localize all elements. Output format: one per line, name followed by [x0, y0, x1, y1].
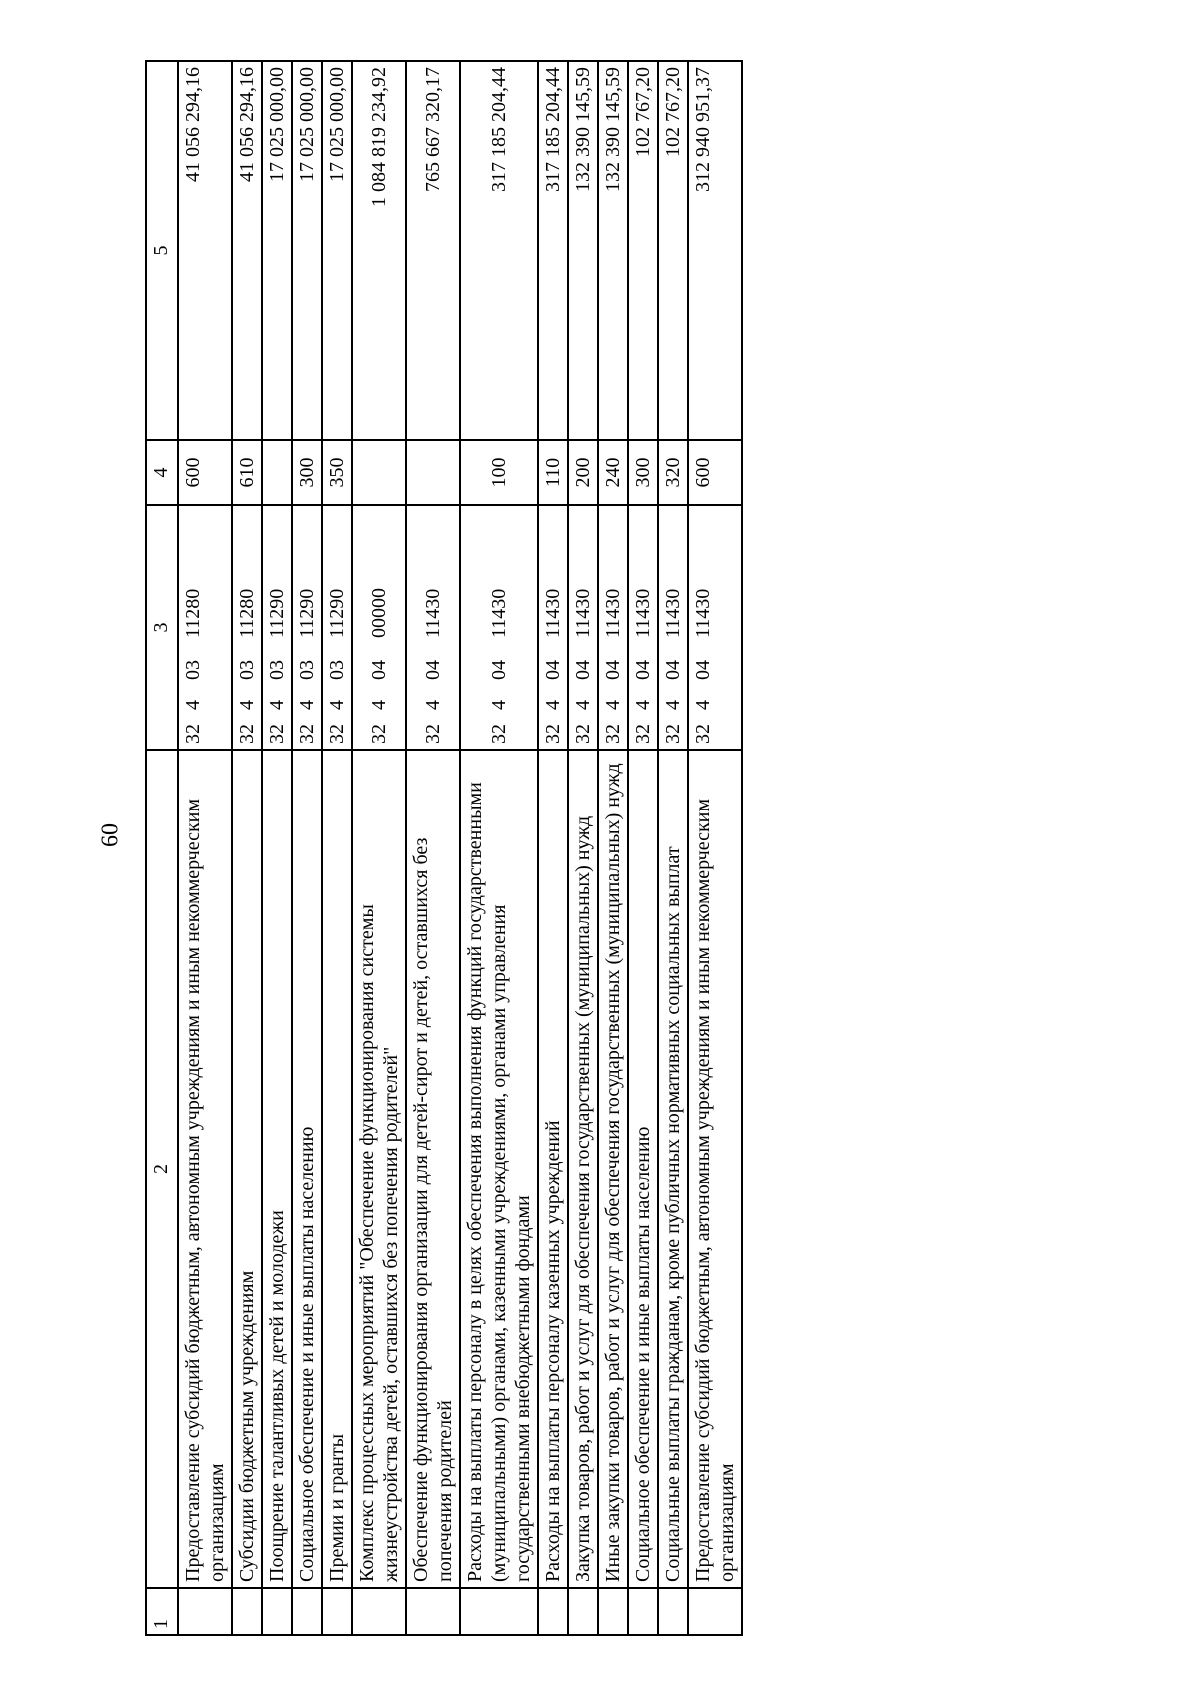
code-part-4: 11430 [572, 588, 594, 638]
code-part-4: 11430 [602, 588, 624, 638]
code-part-4: 11430 [542, 588, 564, 638]
table-row [688, 61, 742, 1635]
row-description: Поощрение талантливых детей и молодежи [262, 750, 292, 1588]
row-number-cell [460, 1588, 538, 1635]
table-row [406, 61, 460, 1635]
code-part-1: 32 [182, 724, 204, 744]
row-description: Закупка товаров, работ и услуг для обеспечения государственных (муниципальных) нужд [568, 750, 598, 1588]
row-number-cell [568, 1588, 598, 1635]
code-part-3: 03 [296, 660, 318, 680]
row-number-cell [322, 1588, 352, 1635]
row-amount: 132 390 145,59 [568, 61, 598, 440]
code-part-2: 4 [662, 700, 684, 710]
code-part-3: 04 [692, 660, 714, 680]
row-code [322, 505, 352, 750]
row-code [406, 505, 460, 750]
row-expense-group [262, 440, 292, 505]
row-expense-group [406, 440, 460, 505]
code-part-2: 4 [422, 700, 444, 710]
code-part-3: 04 [602, 660, 624, 680]
row-number-cell [406, 1588, 460, 1635]
budget-table [145, 60, 743, 1636]
code-part-4: 11290 [266, 588, 288, 638]
code-part-2: 4 [182, 700, 204, 710]
code-part-2: 4 [326, 700, 348, 710]
code-part-1: 32 [326, 724, 348, 744]
row-code [658, 505, 688, 750]
code-part-3: 04 [368, 660, 390, 680]
code-part-2: 4 [368, 700, 390, 710]
table-row [292, 61, 322, 1635]
code-part-1: 32 [296, 724, 318, 744]
row-description: Социальное обеспечение и иные выплаты населению [292, 750, 322, 1588]
row-code [568, 505, 598, 750]
table-header-row [146, 61, 178, 1635]
row-number-cell [658, 1588, 688, 1635]
row-amount: 765 667 320,17 [406, 61, 460, 440]
row-number-cell [178, 1588, 232, 1635]
table-row [460, 61, 538, 1635]
row-amount: 102 767,20 [628, 61, 658, 440]
row-number-cell [598, 1588, 628, 1635]
code-part-3: 04 [422, 660, 444, 680]
code-part-3: 04 [662, 660, 684, 680]
code-part-1: 32 [542, 724, 564, 744]
table-row [568, 61, 598, 1635]
row-code [262, 505, 292, 750]
code-part-3: 03 [182, 660, 204, 680]
row-amount: 41 056 294,16 [232, 61, 262, 440]
row-description: Расходы на выплаты персоналу казенных учреждений [538, 750, 568, 1588]
row-amount: 41 056 294,16 [178, 61, 232, 440]
code-part-1: 32 [632, 724, 654, 744]
code-part-4: 11430 [488, 588, 510, 638]
row-expense-group: 300 [292, 440, 322, 505]
code-part-1: 32 [662, 724, 684, 744]
row-number-cell [538, 1588, 568, 1635]
code-part-2: 4 [692, 700, 714, 710]
table-row [598, 61, 628, 1635]
row-code [688, 505, 742, 750]
row-expense-group: 100 [460, 440, 538, 505]
header-col-3: 3 [146, 505, 178, 750]
row-expense-group: 300 [628, 440, 658, 505]
row-number-cell [292, 1588, 322, 1635]
row-amount: 317 185 204,44 [538, 61, 568, 440]
row-amount: 17 025 000,00 [322, 61, 352, 440]
header-col-5: 5 [146, 61, 178, 440]
code-part-1: 32 [602, 724, 624, 744]
row-description: Премии и гранты [322, 750, 352, 1588]
row-expense-group: 600 [178, 440, 232, 505]
code-part-2: 4 [572, 700, 594, 710]
code-part-3: 03 [236, 660, 258, 680]
row-description: Иные закупки товаров, работ и услуг для обеспечения государственных (муниципальных) нужд [598, 750, 628, 1588]
row-expense-group: 350 [322, 440, 352, 505]
code-part-1: 32 [488, 724, 510, 744]
code-part-2: 4 [236, 700, 258, 710]
row-amount: 17 025 000,00 [292, 61, 322, 440]
code-part-3: 04 [542, 660, 564, 680]
row-expense-group: 110 [538, 440, 568, 505]
header-col-4: 4 [146, 440, 178, 505]
row-description: Социальное обеспечение и иные выплаты населению [628, 750, 658, 1588]
row-number-cell [262, 1588, 292, 1635]
table-row [352, 61, 406, 1635]
row-code [352, 505, 406, 750]
row-code [538, 505, 568, 750]
page-number-text: 60 [97, 823, 124, 847]
row-expense-group: 600 [688, 440, 742, 505]
code-part-4: 11280 [182, 588, 204, 638]
row-number-cell [688, 1588, 742, 1635]
row-code [292, 505, 322, 750]
row-amount: 17 025 000,00 [262, 61, 292, 440]
header-col-1: 1 [146, 1588, 178, 1635]
table-row [538, 61, 568, 1635]
row-number-cell [628, 1588, 658, 1635]
code-part-2: 4 [266, 700, 288, 710]
code-part-2: 4 [488, 700, 510, 710]
code-part-3: 03 [266, 660, 288, 680]
budget-table-rotated [145, 62, 1071, 1636]
row-number-cell [352, 1588, 406, 1635]
row-amount: 317 185 204,44 [460, 61, 538, 440]
code-part-2: 4 [542, 700, 564, 710]
table-row [262, 61, 292, 1635]
row-expense-group: 240 [598, 440, 628, 505]
row-description: Субсидии бюджетным учреждениям [232, 750, 262, 1588]
table-row [232, 61, 262, 1635]
code-part-4: 00000 [368, 588, 390, 638]
row-code [598, 505, 628, 750]
row-number-cell [232, 1588, 262, 1635]
row-expense-group: 610 [232, 440, 262, 505]
code-part-4: 11290 [296, 588, 318, 638]
code-part-1: 32 [236, 724, 258, 744]
table-row [322, 61, 352, 1635]
row-code [460, 505, 538, 750]
row-description: Расходы на выплаты персоналу в целях обеспечения выполнения функций государственными (муниципальными) органами, казенными учреждениями, органами управления государственными внебюджетными фондами [460, 750, 538, 1588]
code-part-4: 11430 [692, 588, 714, 638]
row-code [628, 505, 658, 750]
header-col-2: 2 [146, 750, 178, 1588]
row-expense-group [352, 440, 406, 505]
row-amount: 312 940 951,37 [688, 61, 742, 440]
row-code [232, 505, 262, 750]
code-part-4: 11430 [422, 588, 444, 638]
row-description: Комплекс процессных мероприятий "Обеспечение функционирования системы жизнеустройства детей, оставшихся без попечения родителей" [352, 750, 406, 1588]
code-part-3: 04 [488, 660, 510, 680]
row-code [178, 505, 232, 750]
row-description: Социальные выплаты гражданам, кроме публичных нормативных социальных выплат [658, 750, 688, 1588]
row-expense-group: 320 [658, 440, 688, 505]
code-part-2: 4 [602, 700, 624, 710]
code-part-4: 11280 [236, 588, 258, 638]
code-part-1: 32 [692, 724, 714, 744]
code-part-1: 32 [368, 724, 390, 744]
code-part-4: 11430 [632, 588, 654, 638]
row-description: Обеспечение функционирования организации для детей-сирот и детей, оставшихся без попечения родителей [406, 750, 460, 1588]
code-part-2: 4 [632, 700, 654, 710]
row-amount: 1 084 819 234,92 [352, 61, 406, 440]
table-row [628, 61, 658, 1635]
row-description: Предоставление субсидий бюджетным, автономным учреждениям и иным некоммерческим организациям [178, 750, 232, 1588]
code-part-2: 4 [296, 700, 318, 710]
row-description: Предоставление субсидий бюджетным, автономным учреждениям и иным некоммерческим организациям [688, 750, 742, 1588]
table-row [178, 61, 232, 1635]
row-amount: 102 767,20 [658, 61, 688, 440]
code-part-1: 32 [422, 724, 444, 744]
code-part-3: 04 [572, 660, 594, 680]
row-amount: 132 390 145,59 [598, 61, 628, 440]
table-row [658, 61, 688, 1635]
code-part-1: 32 [572, 724, 594, 744]
code-part-3: 04 [632, 660, 654, 680]
code-part-4: 11430 [662, 588, 684, 638]
code-part-3: 03 [326, 660, 348, 680]
code-part-1: 32 [266, 724, 288, 744]
code-part-4: 11290 [326, 588, 348, 638]
row-expense-group: 200 [568, 440, 598, 505]
